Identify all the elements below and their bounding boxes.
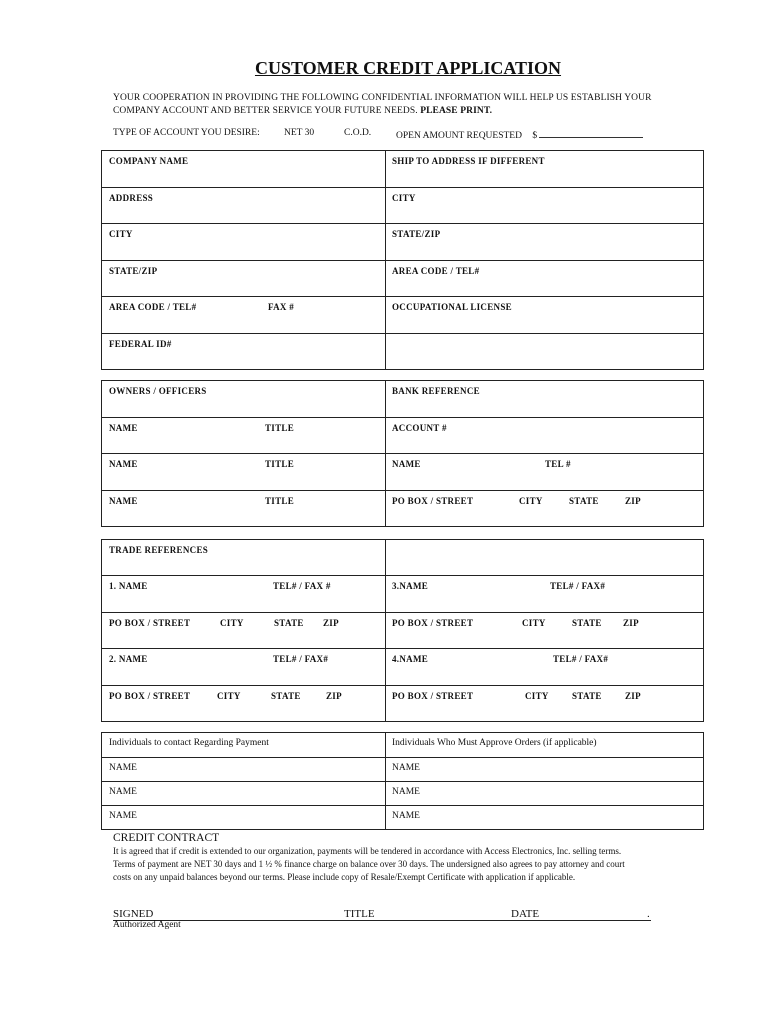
- bank-po-box-label: PO BOX / STREET: [392, 496, 474, 506]
- owners-bank-table: [101, 380, 704, 527]
- payment-contact-2[interactable]: [102, 782, 386, 806]
- trade-ref-2-name[interactable]: [102, 649, 386, 686]
- city-field[interactable]: [102, 224, 386, 261]
- trade-1-state-label: STATE: [274, 618, 304, 628]
- bank-state-label: STATE: [569, 496, 599, 506]
- trade-4-telfax-label: TEL# / FAX#: [553, 654, 609, 664]
- trade-1-po-box-label: PO BOX / STREET: [109, 618, 191, 628]
- payment-contacts-header: Individuals to contact Regarding Payment: [109, 738, 269, 748]
- approve-orders-header-cell: [386, 733, 704, 758]
- trade-2-zip-label: ZIP: [326, 691, 342, 701]
- owner-row-2[interactable]: [102, 454, 386, 491]
- ship-state-zip-field[interactable]: [386, 224, 704, 261]
- address-field[interactable]: [102, 188, 386, 224]
- payment-contact-name-label: NAME: [109, 763, 137, 773]
- address-label: ADDRESS: [109, 193, 154, 203]
- trade-4-po-box-label: PO BOX / STREET: [392, 691, 474, 701]
- approve-orders-header: Individuals Who Must Approve Orders (if applicable): [392, 738, 597, 748]
- city-label: CITY: [109, 229, 133, 239]
- signed-label: SIGNED: [113, 908, 154, 920]
- payment-contacts-header-cell: [102, 733, 386, 758]
- trade-ref-3-name[interactable]: [386, 576, 704, 613]
- trade-4-city-label: CITY: [525, 691, 549, 701]
- bank-zip-label: ZIP: [625, 496, 641, 506]
- owner-row-1[interactable]: [102, 418, 386, 454]
- trade-1-city-label: CITY: [220, 618, 244, 628]
- owner-title-label: TITLE: [265, 459, 295, 469]
- bank-city-label: CITY: [519, 496, 543, 506]
- trade-2-telfax-label: TEL# / FAX#: [273, 654, 329, 664]
- credit-contract-heading: CREDIT CONTRACT: [113, 832, 220, 844]
- trade-header-blank: [386, 540, 704, 576]
- owner-name-label: NAME: [109, 496, 138, 506]
- owner-title-label: TITLE: [265, 496, 295, 506]
- trade-2-state-label: STATE: [271, 691, 301, 701]
- tel-label: AREA CODE / TEL#: [109, 302, 197, 312]
- company-info-table: [101, 150, 704, 370]
- trade-ref-4-address[interactable]: [386, 686, 704, 722]
- state-zip-label: STATE/ZIP: [109, 266, 158, 276]
- trade-ref-4-name[interactable]: [386, 649, 704, 686]
- contract-line-2: Terms of payment are NET 30 days and 1 ½ % finance charge on balance over 30 days. The undersigned also agrees to pay attorney and court: [113, 859, 625, 869]
- trade-4-state-label: STATE: [572, 691, 602, 701]
- trade-ref-2-address[interactable]: [102, 686, 386, 722]
- approver-name-label: NAME: [392, 763, 420, 773]
- trade-3-state-label: STATE: [572, 618, 602, 628]
- currency-symbol: $: [532, 131, 538, 141]
- contacts-table: [101, 732, 704, 830]
- tel-fax-field[interactable]: [102, 297, 386, 334]
- trade-1-telfax-label: TEL# / FAX #: [273, 581, 331, 591]
- trade-2-po-box-label: PO BOX / STREET: [109, 691, 191, 701]
- intro-line-1: YOUR COOPERATION IN PROVIDING THE FOLLOWING CONFIDENTIAL INFORMATION WILL HELP US ESTABLISH YOUR: [113, 93, 652, 103]
- signature-line[interactable]: [113, 908, 651, 921]
- owner-name-label: NAME: [109, 423, 138, 433]
- owner-row-3[interactable]: [102, 491, 386, 527]
- owner-title-label: TITLE: [265, 423, 295, 433]
- federal-id-label: FEDERAL ID#: [109, 339, 172, 349]
- signature-period: .: [647, 908, 650, 920]
- page-title: CUSTOMER CREDIT APPLICATION: [254, 58, 562, 78]
- bank-tel-label: TEL #: [545, 459, 571, 469]
- payment-contact-name-label: NAME: [109, 787, 137, 797]
- approver-1[interactable]: [386, 758, 704, 782]
- contract-line-3: costs on any unpaid balances beyond our terms. Please include copy of Resale/Exempt Certificate with application if applicable.: [113, 872, 576, 882]
- open-amount-label: OPEN AMOUNT REQUESTED: [396, 131, 522, 141]
- account-option-cod[interactable]: C.O.D.: [344, 128, 372, 138]
- ship-tel-label: AREA CODE / TEL#: [392, 266, 480, 276]
- bank-header: BANK REFERENCE: [392, 386, 480, 396]
- ship-city-field[interactable]: [386, 188, 704, 224]
- approver-3[interactable]: [386, 806, 704, 830]
- fax-label: FAX #: [268, 302, 295, 312]
- occupational-license-label: OCCUPATIONAL LICENSE: [392, 302, 512, 312]
- signature-title-label: TITLE: [344, 908, 375, 920]
- company-name-label: COMPANY NAME: [109, 156, 189, 166]
- account-option-net30[interactable]: NET 30: [284, 128, 315, 138]
- open-amount-field[interactable]: [396, 128, 643, 141]
- ship-city-label: CITY: [392, 193, 416, 203]
- please-print: PLEASE PRINT.: [420, 106, 493, 116]
- bank-name-field[interactable]: [386, 454, 704, 491]
- bank-address-field[interactable]: [386, 491, 704, 527]
- trade-4-zip-label: ZIP: [625, 691, 641, 701]
- signature-date-label: DATE: [511, 908, 540, 920]
- account-type-label: TYPE OF ACCOUNT YOU DESIRE:: [113, 128, 260, 138]
- federal-id-field[interactable]: [102, 334, 386, 370]
- contract-line-1: It is agreed that if credit is extended to our organization, payments will be tendered in accordance with Access Electronics, Inc. selling terms.: [113, 846, 622, 856]
- payment-contact-1[interactable]: [102, 758, 386, 782]
- trade-header-cell: [102, 540, 386, 576]
- payment-contact-3[interactable]: [102, 806, 386, 830]
- approver-name-label: NAME: [392, 787, 420, 797]
- approver-name-label: NAME: [392, 811, 420, 821]
- trade-1-zip-label: ZIP: [323, 618, 339, 628]
- bank-account-field[interactable]: [386, 418, 704, 454]
- ship-tel-field[interactable]: [386, 261, 704, 297]
- trade-2-city-label: CITY: [217, 691, 241, 701]
- bank-name-label: NAME: [392, 459, 421, 469]
- credit-contract-text: [113, 845, 703, 884]
- intro-text: [113, 92, 713, 118]
- trade-ref-1-address[interactable]: [102, 613, 386, 649]
- intro-line-2: [113, 105, 713, 118]
- ship-to-label: SHIP TO ADDRESS IF DIFFERENT: [392, 156, 545, 166]
- ship-to-field[interactable]: [386, 151, 704, 188]
- open-amount-blank[interactable]: [539, 128, 643, 138]
- bank-header-cell: [386, 381, 704, 418]
- trade-4-name-label: 4.NAME: [392, 654, 429, 664]
- owners-header-cell: [102, 381, 386, 418]
- trade-3-city-label: CITY: [522, 618, 546, 628]
- approver-2[interactable]: [386, 782, 704, 806]
- occupational-license-field[interactable]: [386, 297, 704, 334]
- trade-ref-3-address[interactable]: [386, 613, 704, 649]
- owner-name-label: NAME: [109, 459, 138, 469]
- trade-3-zip-label: ZIP: [623, 618, 639, 628]
- trade-1-name-label: 1. NAME: [109, 581, 148, 591]
- trade-3-telfax-label: TEL# / FAX#: [550, 581, 606, 591]
- company-name-field[interactable]: [102, 151, 386, 188]
- trade-3-name-label: 3.NAME: [392, 581, 429, 591]
- trade-ref-1-name[interactable]: [102, 576, 386, 613]
- trade-references-table: [101, 539, 704, 722]
- ship-state-zip-label: STATE/ZIP: [392, 229, 441, 239]
- payment-contact-name-label: NAME: [109, 811, 137, 821]
- trade-2-name-label: 2. NAME: [109, 654, 148, 664]
- intro-line-2-text: COMPANY ACCOUNT AND BETTER SERVICE YOUR FUTURE NEEDS.: [113, 106, 418, 116]
- owners-header: OWNERS / OFFICERS: [109, 386, 207, 396]
- bank-account-label: ACCOUNT #: [392, 423, 447, 433]
- trade-header: TRADE REFERENCES: [109, 545, 209, 555]
- authorized-agent-label: Authorized Agent: [113, 920, 181, 930]
- state-zip-field[interactable]: [102, 261, 386, 297]
- trade-3-po-box-label: PO BOX / STREET: [392, 618, 474, 628]
- blank-field[interactable]: [386, 334, 704, 370]
